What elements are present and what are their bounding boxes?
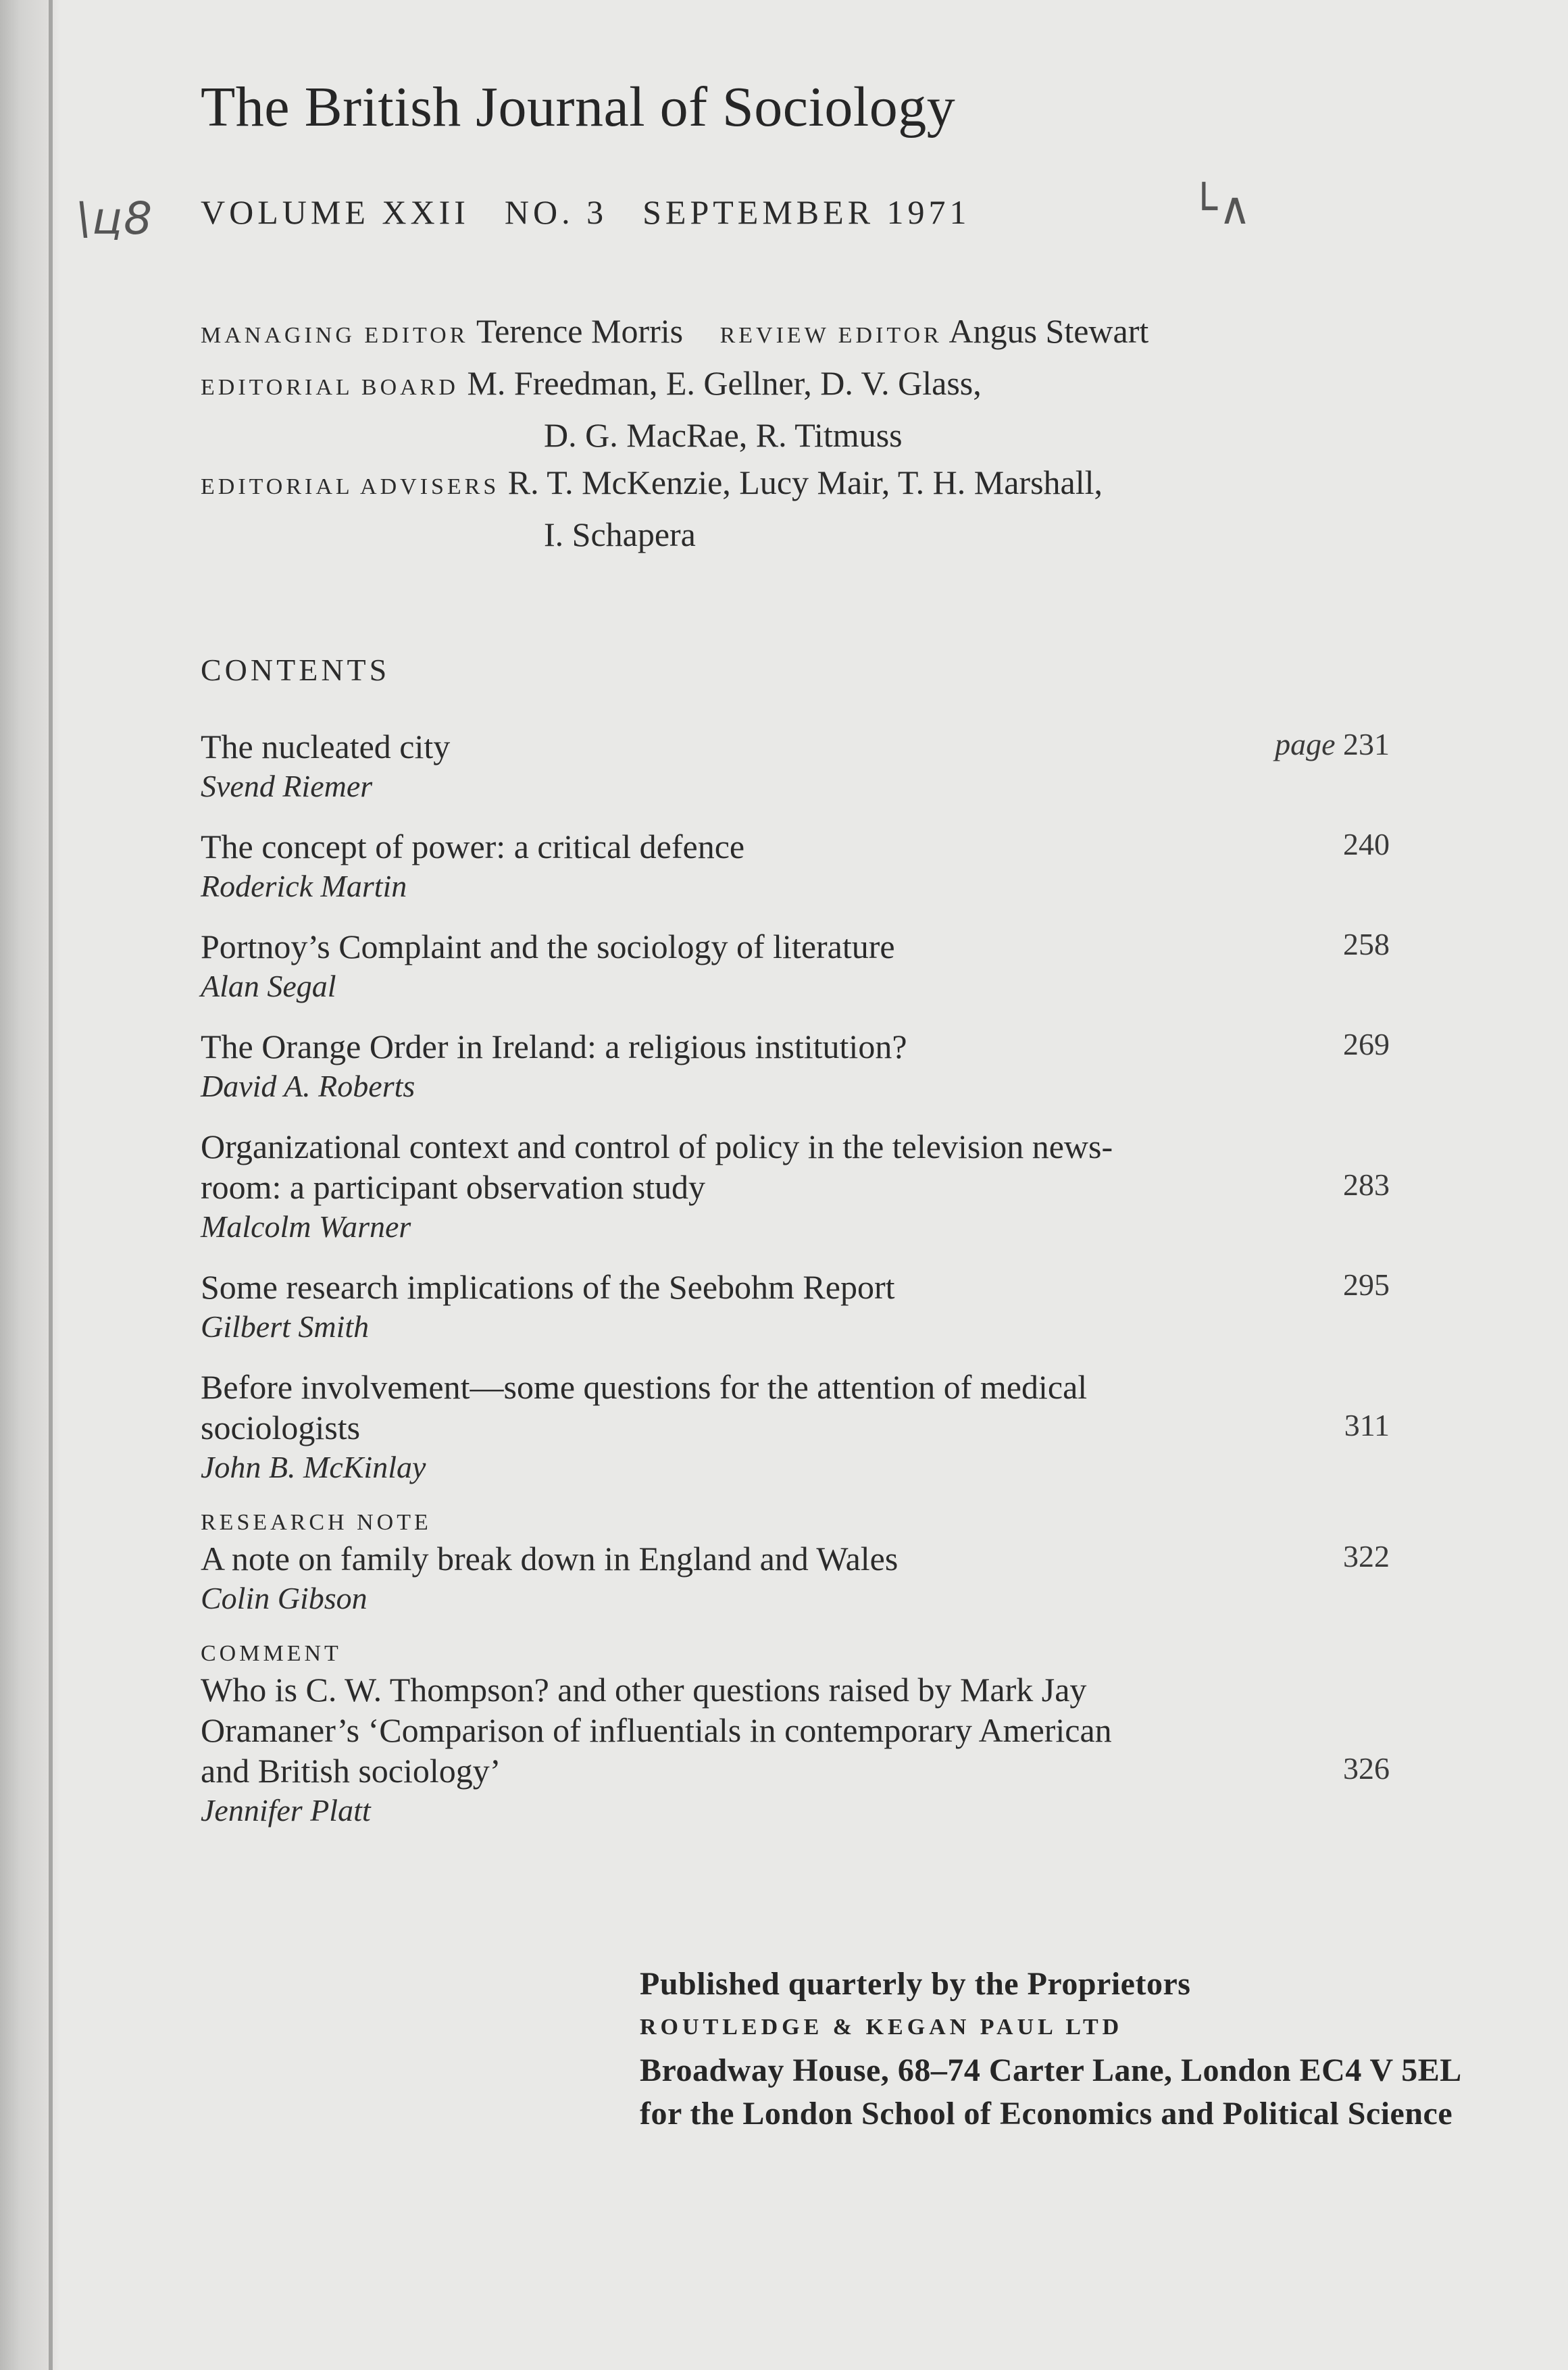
toc-entry-comment[interactable] bbox=[201, 1669, 1390, 1830]
toc-title-line-2: room: a participant observation study bbox=[201, 1168, 706, 1206]
toc-title-line-2: sociologists bbox=[201, 1409, 361, 1446]
editorial-board bbox=[201, 307, 1390, 558]
toc-author: Alan Segal bbox=[201, 969, 336, 1003]
editorial-board-names-2: D. G. MacRae, R. Titmuss bbox=[544, 416, 903, 454]
toc-page: page 231 bbox=[1275, 727, 1390, 761]
editorial-advisers-label: EDITORIAL ADVISERS bbox=[201, 474, 500, 499]
toc-page: 311 bbox=[1344, 1408, 1390, 1442]
table-of-contents bbox=[201, 726, 1390, 1850]
toc-title: The nucleated city bbox=[201, 728, 451, 765]
publisher-block bbox=[640, 1963, 1462, 2136]
managing-editor-name: Terence Morris bbox=[476, 312, 684, 350]
review-editor-name: Angus Stewart bbox=[949, 312, 1149, 350]
toc-title-line-1: Before involvement—some questions for the attention of medical bbox=[201, 1368, 1088, 1406]
toc-title: A note on family break down in England and Wales bbox=[201, 1540, 899, 1578]
toc-page: 240 bbox=[1343, 827, 1390, 861]
review-editor-label: REVIEW EDITOR bbox=[719, 323, 942, 348]
toc-title-line-1: Who is C. W. Thompson? and other questions raised by Mark Jay bbox=[201, 1671, 1087, 1709]
toc-entry[interactable] bbox=[201, 1126, 1390, 1246]
toc-author: Gilbert Smith bbox=[201, 1309, 370, 1344]
toc-title: The Orange Order in Ireland: a religious institution? bbox=[201, 1028, 907, 1065]
journal-title: The British Journal of Sociology bbox=[201, 76, 956, 138]
toc-title-line-1: Organizational context and control of policy in the television news- bbox=[201, 1128, 1113, 1165]
toc-title-line-3: and British sociology’ bbox=[201, 1752, 501, 1790]
editorial-board-names-1: M. Freedman, E. Gellner, D. V. Glass, bbox=[467, 364, 982, 402]
contents-heading: CONTENTS bbox=[201, 653, 390, 687]
toc-title-line-2: Oramaner’s ‘Comparison of influentials in contemporary American bbox=[201, 1711, 1112, 1749]
toc-entry[interactable] bbox=[201, 826, 1390, 906]
toc-entry[interactable] bbox=[201, 1267, 1390, 1346]
managing-row bbox=[201, 307, 1390, 359]
date-label: SEPTEMBER 1971 bbox=[642, 193, 971, 231]
number-label: NO. 3 bbox=[504, 193, 608, 231]
toc-entry-research-note[interactable] bbox=[201, 1538, 1390, 1618]
publisher-line-4: for the London School of Economics and Political Science bbox=[640, 2096, 1453, 2132]
toc-author: Roderick Martin bbox=[201, 869, 407, 903]
toc-author: David A. Roberts bbox=[201, 1069, 415, 1103]
toc-title: Some research implications of the Seebohm Report bbox=[201, 1268, 895, 1306]
toc-page: 258 bbox=[1343, 927, 1390, 961]
managing-editor-label: MANAGING EDITOR bbox=[201, 323, 469, 348]
toc-entry[interactable] bbox=[201, 726, 1390, 806]
editorial-advisers-names-1: R. T. McKenzie, Lucy Mair, T. H. Marshall, bbox=[507, 463, 1103, 501]
toc-page: 295 bbox=[1343, 1267, 1390, 1302]
editorial-advisers-row bbox=[201, 459, 1390, 511]
toc-author: Colin Gibson bbox=[201, 1581, 368, 1615]
binding-edge bbox=[49, 0, 53, 2370]
toc-author: Jennifer Platt bbox=[201, 1793, 371, 1827]
handwritten-note-left: \ц8 bbox=[76, 193, 154, 245]
page-word: page bbox=[1275, 727, 1336, 761]
toc-author: Svend Riemer bbox=[201, 769, 373, 803]
editorial-advisers-names-2: I. Schapera bbox=[544, 515, 696, 553]
toc-page: 283 bbox=[1343, 1167, 1390, 1202]
toc-author: John B. McKinlay bbox=[201, 1450, 426, 1484]
toc-page: 269 bbox=[1343, 1027, 1390, 1061]
toc-entry[interactable] bbox=[201, 1026, 1390, 1106]
editorial-board-label: EDITORIAL BOARD bbox=[201, 375, 459, 400]
toc-author: Malcolm Warner bbox=[201, 1209, 411, 1244]
toc-page: 326 bbox=[1343, 1751, 1390, 1786]
toc-title: The concept of power: a critical defence bbox=[201, 828, 745, 865]
toc-entry[interactable] bbox=[201, 926, 1390, 1006]
issue-line bbox=[201, 193, 1006, 232]
comment-label: COMMENT bbox=[201, 1641, 342, 1666]
toc-page: 322 bbox=[1343, 1539, 1390, 1573]
volume-label: VOLUME XXII bbox=[201, 193, 470, 231]
publisher-address: Broadway House, 68–74 Carter Lane, London EC4 V 5EL bbox=[640, 2052, 1462, 2088]
editorial-board-row bbox=[201, 359, 1390, 411]
toc-title: Portnoy’s Complaint and the sociology of literature bbox=[201, 928, 895, 965]
research-note-label: RESEARCH NOTE bbox=[201, 1510, 432, 1535]
handwritten-note-right: └∧ bbox=[1190, 182, 1253, 234]
publisher-line-1: Published quarterly by the Proprietors bbox=[640, 1966, 1191, 2002]
publisher-name: ROUTLEDGE & KEGAN PAUL LTD bbox=[640, 2015, 1123, 2040]
toc-entry[interactable] bbox=[201, 1367, 1390, 1487]
